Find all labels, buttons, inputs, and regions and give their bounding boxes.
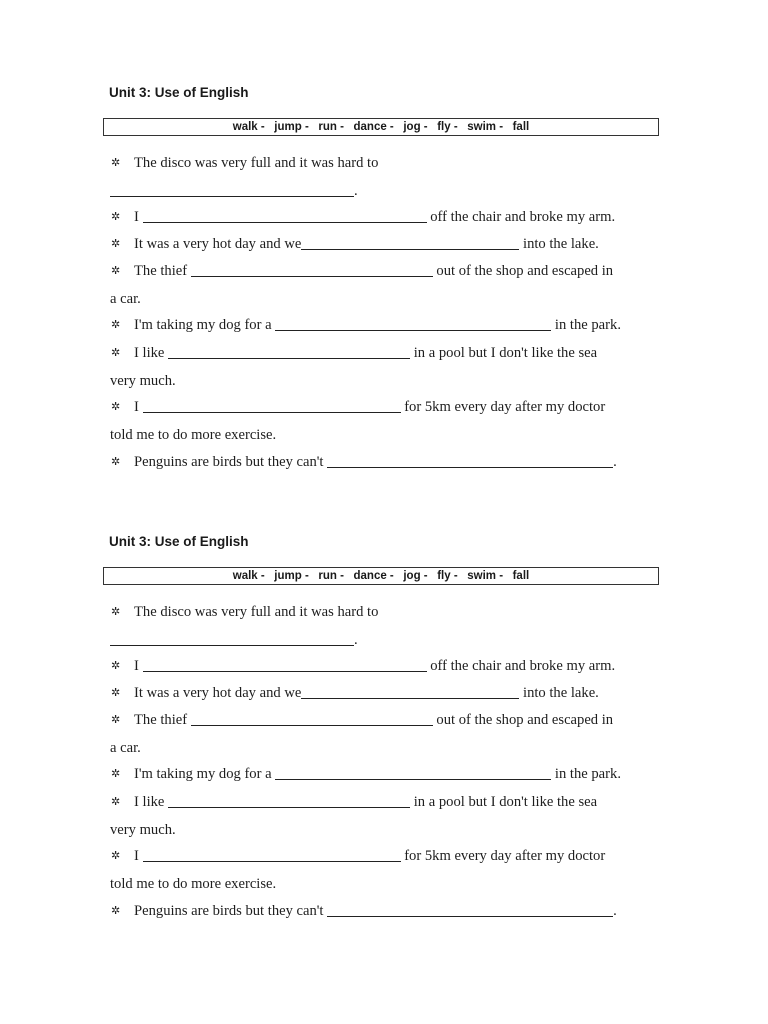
answer-blank[interactable] [275,765,551,780]
sentence-text: in the park. [554,766,621,782]
bullet-icon: ✲ [111,687,121,699]
sentence-text: I like [134,345,165,361]
answer-blank[interactable] [110,631,354,646]
bullet-icon: ✲ [111,606,121,618]
sentence-text: into the lake. [523,236,599,252]
sentence-text: a car. [110,740,141,756]
sentence-text: very much. [110,822,176,838]
sentence-text: I'm taking my dog for a [134,766,272,782]
sentence-text: The thief [134,263,188,279]
bullet-icon: ✲ [111,401,121,413]
exercise-item-1 [110,154,378,172]
exercise-item-4 [110,262,613,280]
exercise-item-7-continued [110,426,276,444]
answer-blank[interactable] [143,847,401,862]
sentence-text: It was a very hot day and we [134,236,302,252]
bullet-icon: ✲ [111,456,121,468]
bullet-icon: ✲ [111,238,121,250]
exercise-item-8 [110,453,617,471]
sentence-text: The disco was very full and it was hard to [134,604,379,620]
exercise-item-2 [110,208,615,226]
answer-blank[interactable] [327,902,613,917]
sentence-text: in a pool but I don't like the sea [413,345,598,361]
sentence-text: a car. [110,291,141,307]
sentence-text: The disco was very full and it was hard to [134,155,379,171]
sentence-text: . [354,183,358,199]
answer-blank[interactable] [275,316,551,331]
answer-blank[interactable] [301,684,519,699]
exercise-item-1 [110,603,378,621]
exercise-item-6 [110,344,597,362]
sentence-text: out of the shop and escaped in [436,712,614,728]
answer-blank[interactable] [110,182,354,197]
sentence-text: Penguins are birds but they can't [134,454,324,470]
sentence-text: Penguins are birds but they can't [134,903,324,919]
exercise-item-5 [110,316,621,334]
bullet-icon: ✲ [111,157,121,169]
bullet-icon: ✲ [111,347,121,359]
sentence-text: told me to do more exercise. [110,876,277,892]
sentence-text: The thief [134,712,188,728]
exercise-item-4-continued [110,290,141,308]
bullet-icon: ✲ [111,905,121,917]
sentence-text: off the chair and broke my arm. [430,209,616,225]
answer-blank[interactable] [168,344,410,359]
sentence-text: I [134,399,139,415]
bullet-icon: ✲ [111,660,121,672]
bullet-icon: ✲ [111,714,121,726]
sentence-text: in a pool but I don't like the sea [413,794,598,810]
unit-title: Unit 3: Use of English [109,85,249,100]
sentence-text: out of the shop and escaped in [436,263,614,279]
answer-blank[interactable] [168,793,410,808]
exercise-item-7 [110,847,605,865]
exercise-item-4 [110,711,613,729]
bullet-icon: ✲ [111,850,121,862]
bullet-icon: ✲ [111,796,121,808]
bullet-icon: ✲ [111,319,121,331]
word-bank-box: walk - jump - run - dance - jog - fly - swim - fall [103,118,659,136]
sentence-text: I'm taking my dog for a [134,317,272,333]
sentence-text: . [613,454,617,470]
exercise-item-6-continued [110,372,176,390]
answer-blank[interactable] [143,398,401,413]
sentence-text: for 5km every day after my doctor [404,399,606,415]
sentence-text: into the lake. [523,685,599,701]
bullet-icon: ✲ [111,265,121,277]
bullet-icon: ✲ [111,768,121,780]
sentence-text: told me to do more exercise. [110,427,277,443]
exercise-item-3 [110,684,599,702]
sentence-text: I [134,848,139,864]
exercise-item-2 [110,657,615,675]
sentence-text: in the park. [554,317,621,333]
exercise-item-1-continued [110,631,358,649]
answer-blank[interactable] [143,657,427,672]
answer-blank[interactable] [191,711,433,726]
exercise-item-3 [110,235,599,253]
sentence-text: . [354,632,358,648]
sentence-text: I like [134,794,165,810]
exercise-item-7-continued [110,875,276,893]
sentence-text: . [613,903,617,919]
answer-blank[interactable] [143,208,427,223]
answer-blank[interactable] [191,262,433,277]
answer-blank[interactable] [301,235,519,250]
exercise-item-5 [110,765,621,783]
exercise-item-8 [110,902,617,920]
exercise-item-1-continued [110,182,358,200]
exercise-item-7 [110,398,605,416]
exercise-item-4-continued [110,739,141,757]
word-bank-box: walk - jump - run - dance - jog - fly - swim - fall [103,567,659,585]
sentence-text: I [134,209,139,225]
exercise-item-6 [110,793,597,811]
sentence-text: It was a very hot day and we [134,685,302,701]
sentence-text: for 5km every day after my doctor [404,848,606,864]
bullet-icon: ✲ [111,211,121,223]
answer-blank[interactable] [327,453,613,468]
sentence-text: off the chair and broke my arm. [430,658,616,674]
sentence-text: I [134,658,139,674]
sentence-text: very much. [110,373,176,389]
unit-title: Unit 3: Use of English [109,534,249,549]
exercise-item-6-continued [110,821,176,839]
